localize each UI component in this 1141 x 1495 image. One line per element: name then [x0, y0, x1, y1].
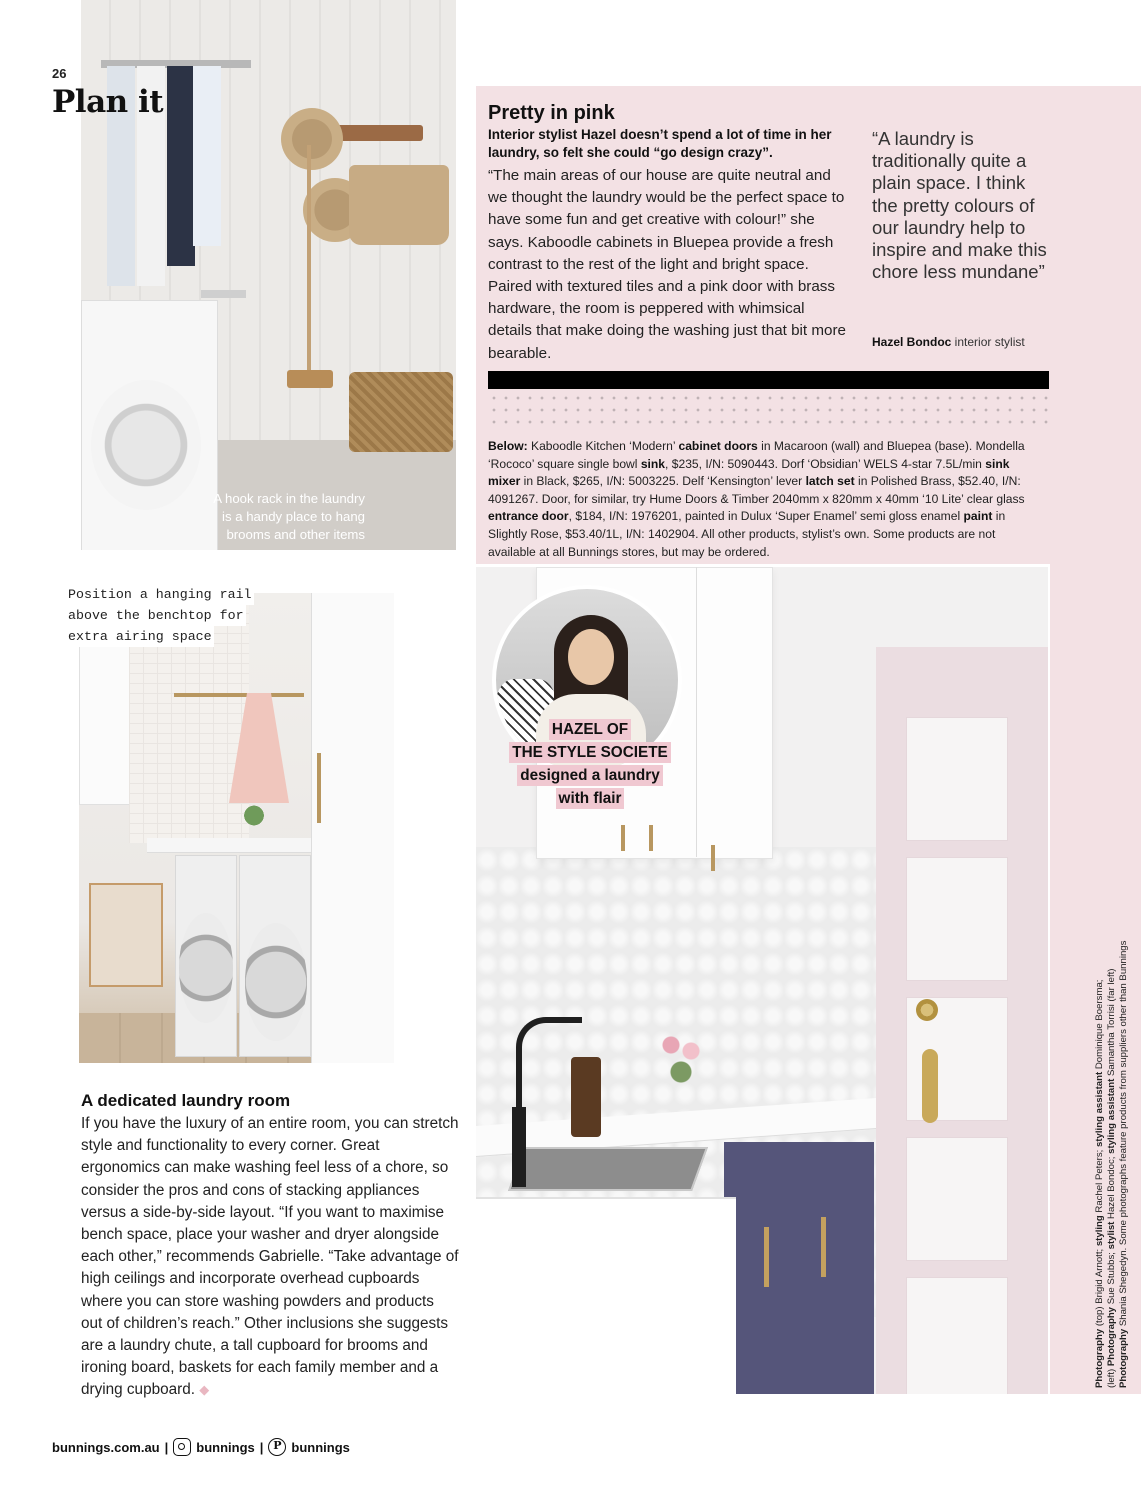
caption-text: , $184, I/N: 1976201, painted in Dulux ‘Super Enamel’ semi gloss enamel — [568, 509, 964, 524]
website-link[interactable]: bunnings.com.au — [52, 1439, 160, 1455]
benchtop — [147, 838, 317, 853]
credit-line: Photography (top) Brigid Arnott; styling Rachel Peters; styling assistant Dominique Boersma; — [1094, 979, 1105, 1388]
broom — [307, 145, 311, 375]
caption-product: entrance door — [488, 509, 569, 524]
caption-text: in Black, $265, I/N: 5003225. Delf ‘Kensington’ lever — [520, 474, 806, 489]
side-by-side-laundry-photo — [79, 593, 394, 1063]
quote-name: Hazel Bondoc — [872, 335, 952, 349]
caption-product: latch set — [805, 474, 855, 489]
dryer-door — [245, 923, 307, 1041]
caption-product: sink mixer — [488, 456, 1010, 489]
caption-line: THE STYLE SOCIETE — [509, 742, 671, 763]
shirt — [193, 66, 221, 246]
note-line: Position a hanging rail — [66, 584, 254, 605]
photo-caption — [150, 490, 365, 544]
caption-text: in Polished Brass, $52.40, I/N: 4091267. Door, for similar, try Hume Doors & Timber 2040mm x 820mm x 40mm ‘10 Lite’ clear glass — [488, 474, 1025, 506]
laundry-hamper — [89, 883, 163, 987]
washer-door — [179, 913, 233, 1023]
instagram-handle[interactable]: bunnings — [196, 1439, 255, 1455]
separator: | — [259, 1439, 264, 1455]
caption-line: with flair — [556, 788, 625, 809]
divider-bar — [488, 371, 1049, 389]
credit-line: Photography Shania Shegedyn. Some photographs feature products from suppliers other than Bunnings — [1118, 940, 1129, 1388]
quote-attribution — [872, 335, 1025, 349]
caption-text: in Macaroon (wall) and Bluepea (base). Mondella ‘Rococo’ square single bowl — [488, 439, 1025, 471]
shirt — [167, 66, 195, 266]
woven-bag — [349, 165, 449, 245]
shelf — [201, 290, 246, 298]
hanging-rail-note — [66, 584, 254, 647]
feature-body: “The main areas of our house are quite neutral and we thought the laundry would be the perfect space to have some fun and get creative with colour!” she says. Kaboodle cabinets in Bluepea provide a fresh contrast to the rest of the light and bright space. Paired with textured tiles and a pink door with brass hardware, the room is peppered with whimsical details that make doing the washing just that bit more bearable. — [488, 167, 846, 362]
photo-credits — [1094, 928, 1130, 1388]
wicker-basket — [349, 372, 453, 452]
washer-top — [476, 1197, 736, 1394]
dedicated-room-body — [81, 1113, 459, 1402]
caption-line: A hook rack in the laundry — [213, 491, 365, 506]
door-glass-pane — [906, 857, 1008, 981]
cabinet-handle — [711, 845, 715, 871]
caption-line: designed a laundry — [517, 765, 662, 786]
instagram-icon[interactable] — [173, 1438, 191, 1456]
body-text: If you have the luxury of an entire room, you can stretch style and functionality to every corner. Great ergonomics can make washing feel less of a chore, so consider the pros and cons of stacking appliances versus a side-by-side layout. “If you want to maximise bench space, place your washer and dryer alongside each other,” recommends Gabrielle. “Take advantage of high ceilings and incorporate overhead cupboards where you can store washing powders and products out of children’s reach.” Other inclusions she suggests are a laundry chute, a tall cupboard for brooms and ironing board, baskets for each family member and a drying cupboard. — [81, 1115, 459, 1399]
caption-line: is a handy place to hang — [222, 509, 365, 524]
hook-rack-laundry-photo — [81, 0, 456, 550]
door-glass-pane — [906, 1137, 1008, 1261]
section-title: Plan it — [52, 84, 164, 120]
door-glass-pane — [906, 717, 1008, 841]
caption-text: Kaboodle Kitchen ‘Modern’ — [527, 439, 679, 453]
cabinet-handle — [621, 825, 625, 851]
caption-line: HAZEL OF — [549, 719, 631, 740]
potted-plant — [239, 803, 269, 828]
dedicated-room-title: A dedicated laundry room — [81, 1091, 291, 1110]
cabinet-handle — [317, 753, 321, 823]
feature-title: Pretty in pink — [488, 102, 615, 124]
page-number: 26 — [52, 66, 67, 81]
caption-product: sink — [640, 456, 666, 471]
cabinet-handle — [649, 825, 653, 851]
separator: | — [164, 1439, 169, 1455]
hazel-caption — [490, 718, 690, 810]
note-line: extra airing space — [66, 626, 214, 647]
caption-product: paint — [963, 509, 993, 524]
portrait-face — [568, 629, 614, 685]
brass-lever — [922, 1049, 938, 1123]
tall-cupboard — [311, 593, 394, 1063]
product-caption — [488, 438, 1040, 561]
quote-role: interior stylist — [951, 335, 1025, 349]
pinterest-icon[interactable]: P — [268, 1438, 286, 1456]
caption-text: in Slightly Rose, $53.40/1L, I/N: 1402904. All other products, stylist’s own. Some products are not available at all Bunnings stores, but may be ordered. — [488, 509, 1006, 559]
footer — [52, 1438, 350, 1456]
bluepea-cabinet — [724, 1142, 874, 1394]
pull-quote: “A laundry is traditionally quite a plain space. I think the pretty colours of our laundry help to inspire and make this chore less mundane” — [872, 128, 1047, 283]
end-diamond-icon: ◆ — [199, 1382, 210, 1398]
dot-pattern — [488, 392, 1049, 432]
note-line: above the benchtop for — [66, 605, 246, 626]
straw-hat — [281, 108, 343, 170]
door-glass-pane — [906, 1277, 1008, 1394]
caption-product: cabinet doors — [678, 439, 758, 453]
sink — [508, 1147, 708, 1191]
flower-vase — [656, 1027, 706, 1087]
hanging-rail — [174, 693, 304, 697]
feature-intro: Interior stylist Hazel doesn’t spend a lot of time in her laundry, so felt she could “go design crazy”. — [488, 127, 832, 160]
caption-label: Below: — [488, 439, 528, 453]
credit-line: (left) Photography Sue Stubbs; stylist Hazel Bondoc; styling assistant Samantha Torrisi (far left) — [1106, 968, 1117, 1388]
soap-bottle — [571, 1057, 601, 1137]
caption-line: brooms and other items — [226, 527, 365, 542]
caption-text: , $235, I/N: 5090443. Dorf ‘Obsidian’ WELS 4-star 7.5L/min — [665, 456, 986, 471]
broom-head — [287, 370, 333, 388]
cabinet-handle — [821, 1217, 826, 1277]
sink-mixer-body — [512, 1107, 526, 1187]
door-knob — [916, 999, 938, 1021]
cabinet-divider — [696, 567, 697, 857]
pinterest-handle[interactable]: bunnings — [291, 1439, 350, 1455]
cabinet-handle — [764, 1227, 769, 1287]
